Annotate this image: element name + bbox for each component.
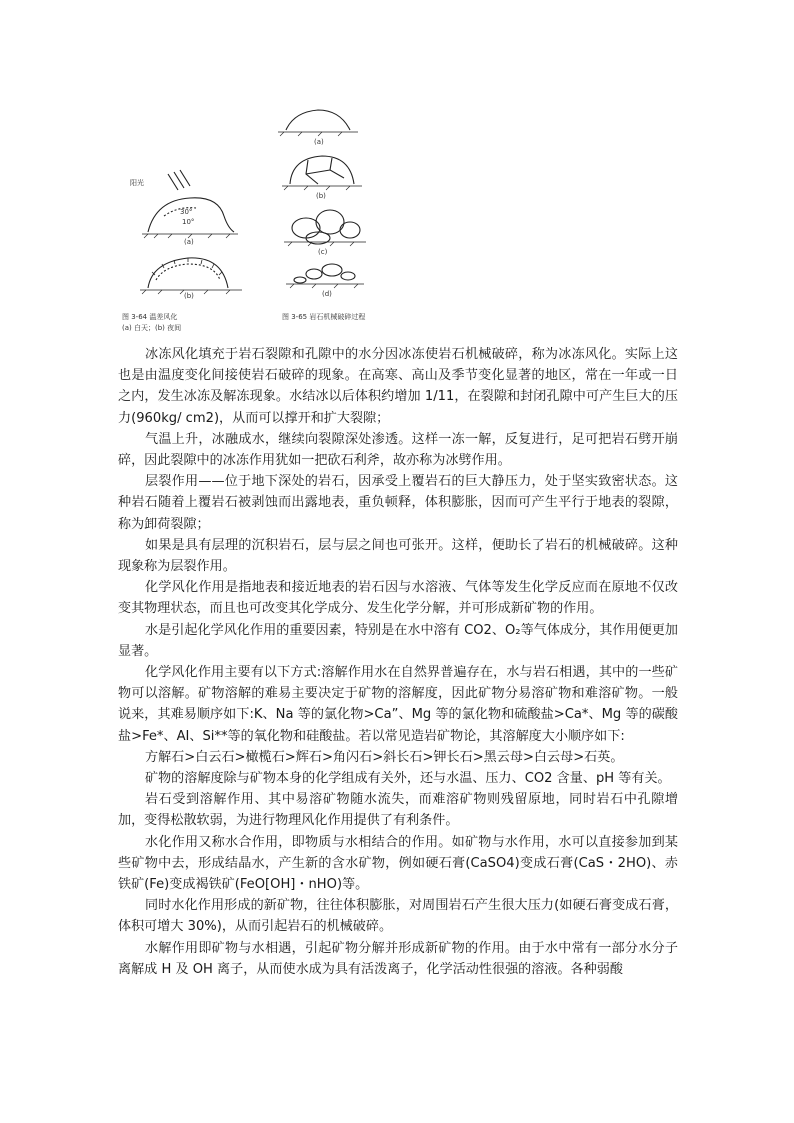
paragraph-exfoliation: 层裂作用——位于地下深处的岩石，因承受上覆岩石的巨大静压力，处于坚实致密状态。这种岩石随着上覆岩石被剥蚀而出露地表，重负顿释，体积膨胀，因而可产生平行于地表的裂隙，称为卸荷裂隙； — [118, 474, 678, 532]
caption-figure-3-64-sub: (a) 白天；(b) 夜间 — [122, 324, 182, 332]
figure-3-65-c — [284, 210, 366, 246]
paragraph-dissolution: 化学风化作用主要有以下方式:溶解作用水在自然界普遍存在，水与岩石相遇，其中的一些矿物可以溶解。矿物溶解的难易主要决定于矿物的溶解度，因此矿物分易溶矿物和难溶矿物。一般说来，其难易顺序如下:K、Na 等的氯化物>Ca”、Mg 等的氯化物和硫酸盐>Ca*、Mg 等的碳酸盐>Fe*、AI、Si**等的氧化物和硅酸盐。若以常见造岩矿物论，其溶解度大小顺序如下: — [118, 665, 678, 744]
angle-10-label: 10° — [182, 218, 195, 226]
caption-figure-3-64: 图 3-64 温差风化 — [122, 313, 178, 321]
paragraph-solubility-order: 方解石>白云石>橄榄石>辉石>角闪石>斜长石>钾长石>黑云母>白云母>石英。 — [145, 749, 624, 765]
paragraph-hydration: 水化作用又称水合作用，即物质与水相结合的作用。如矿物与水作用，水可以直接参加到某些矿物中去，形成结晶水，产生新的含水矿物，例如硬石膏(CaSO4)变成石膏(CaS・2HO)、赤铁矿(Fe)变成褐铁矿(FeO[OH]・nHO)等。 — [118, 834, 678, 893]
figure-3-65-a — [278, 110, 358, 136]
paragraph-layered-rock: 如果是具有层理的沉积岩石，层与层之间也可张开。这样，便助长了岩石的机械破碎。这种现象称为层裂作用。 — [118, 537, 678, 575]
paragraph-solubility-factors: 矿物的溶解度除与矿物本身的化学组成有关外，还与水温、压力、CO2 含量、pH 等有关。 — [145, 771, 671, 787]
paragraph-hydrolysis: 水解作用即矿物与水相遇，引起矿物分解并形成新矿物的作用。由于水中常有一部分水分子离解成 H 及 OH 离子，从而使水成为具有活泼离子，化学活动性很强的溶液。各种弱酸 — [118, 940, 678, 977]
caption-figure-3-65: 图 3-65 岩石机械破碎过程 — [282, 313, 366, 321]
paragraph-chemical-weathering: 化学风化作用是指地表和接近地表的岩石因与水溶液、气体等发生化学反应而在原地不仅改变其物理状态，而且也可改变其化学成分、发生化学分解，并可形成新矿物的作用。 — [118, 580, 678, 617]
paragraph-water-factor: 水是引起化学风化作用的重要因素，特别是在水中溶有 CO2、O₂等气体成分，其作用便更加显著。 — [118, 622, 678, 659]
paragraph-frost-weathering: 冰冻风化填充于岩石裂隙和孔隙中的水分因冰冻使岩石机械破碎，称为冰冻风化。实际上这也是由温度变化间接使岩石破碎的现象。在高寒、高山及季节变化显著的地区，常在一年或一日之内，发生冰冻及解冻现象。水结冰以后体积约增加 1/11，在裂隙和封闭孔隙中可产生巨大的压力(960kg/ cm2)，从而可以撑开和扩大裂隙； — [118, 347, 678, 426]
weathering-figure — [118, 104, 400, 336]
figure-3-64-b — [140, 258, 242, 294]
label-3-64-a: (a) — [184, 238, 194, 246]
document-body — [118, 344, 678, 980]
paragraph-hydration-expansion: 同时水化作用形成的新矿物，往往体积膨胀，对周围岩石产生很大压力(如硬石膏变成石膏，体积可增大 30%)，从而引起岩石的机械破碎。 — [118, 898, 678, 935]
label-3-64-b: (b) — [184, 292, 194, 300]
sunlight-label: 阳光 — [130, 179, 144, 187]
label-3-65-c: (c) — [318, 248, 328, 256]
figure-3-65-b — [282, 156, 362, 190]
weathering-illustration — [118, 104, 400, 336]
angle-30-label: 30° — [180, 208, 193, 216]
paragraph-frost-wedging: 气温上升，冰融成水，继续向裂隙深处渗透。这样一冻一解，反复进行，足可把岩石劈开崩碎，因此裂隙中的冰冻作用犹如一把砍石利斧，故亦称为冰劈作用。 — [118, 431, 678, 469]
figure-3-64-a — [142, 170, 238, 238]
label-3-65-b: (b) — [316, 192, 326, 200]
label-3-65-d: (d) — [322, 290, 332, 298]
figure-3-65-d — [286, 264, 364, 288]
label-3-65-a: (a) — [314, 138, 324, 146]
paragraph-dissolution-effect: 岩石受到溶解作用、其中易溶矿物随水流失，而难溶矿物则残留原地，同时岩石中孔隙增加，变得松散软弱，为进行物理风化作用提供了有利条件。 — [118, 792, 678, 829]
